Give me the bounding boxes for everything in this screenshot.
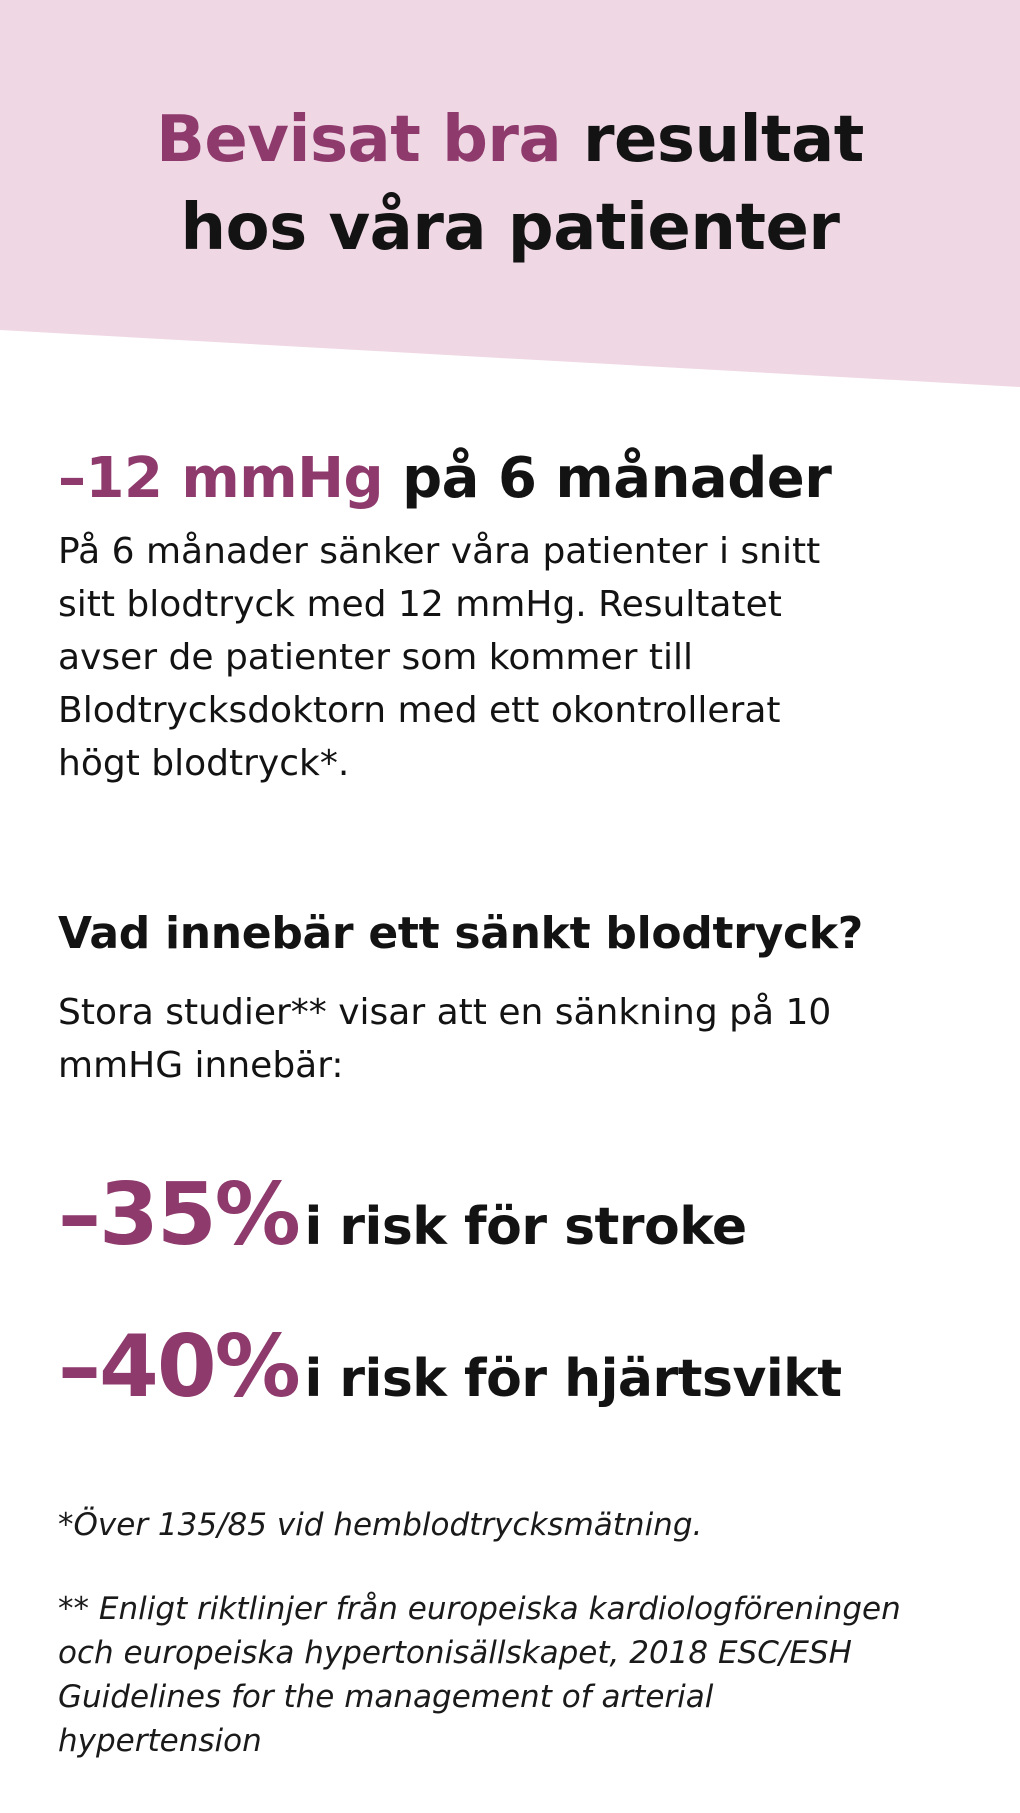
result-section (58, 445, 958, 790)
page-title (0, 96, 1020, 272)
result-line: sitt blodtryck med 12 mmHg. Resultatet (58, 584, 782, 625)
result-line: Blodtrycksdoktorn med ett okontrollerat (58, 690, 781, 731)
footnote-2-line: hypertension (58, 1723, 262, 1759)
footnote-2-line: ** Enligt riktlinjer från europeiska kardiologföreningen (58, 1591, 901, 1627)
title-rest: resultat (582, 103, 864, 177)
meaning-line: mmHG innebär: (58, 1045, 344, 1086)
title-accent: Bevisat bra (156, 103, 562, 177)
result-line: avser de patienter som kommer till (58, 637, 693, 678)
meaning-description (58, 986, 958, 1092)
stat-row (58, 1165, 958, 1265)
meaning-heading: Vad innebär ett sänkt blodtryck? (58, 908, 863, 959)
stat-row (58, 1317, 958, 1417)
footnote-2 (58, 1587, 958, 1763)
result-headline-accent: –12 mmHg (58, 446, 384, 511)
title-line-2: hos våra patienter (180, 191, 840, 265)
stat-text: i risk för stroke (304, 1197, 747, 1257)
footnote-2-line: Guidelines for the management of arterial (58, 1679, 714, 1715)
stat-stroke (58, 1165, 958, 1265)
meaning-section (58, 906, 958, 1092)
result-line: På 6 månader sänker våra patienter i snitt (58, 531, 821, 572)
footnote-2-line: och europeiska hypertonisällskapet, 2018 ESC/ESH (58, 1635, 852, 1671)
result-line: högt blodtryck*. (58, 743, 350, 784)
meaning-line: Stora studier** visar att en sänkning på 10 (58, 992, 832, 1033)
stat-value: –40% (58, 1317, 299, 1417)
footnote-1: *Över 135/85 vid hemblodtrycksmätning. (58, 1507, 703, 1543)
result-headline-rest: på 6 månader (402, 446, 832, 511)
result-headline (58, 445, 958, 513)
stat-text: i risk för hjärtsvikt (304, 1349, 842, 1409)
stat-heart-failure (58, 1317, 958, 1417)
stat-value: –35% (58, 1165, 299, 1265)
footnotes (58, 1503, 958, 1763)
result-description (58, 525, 958, 790)
